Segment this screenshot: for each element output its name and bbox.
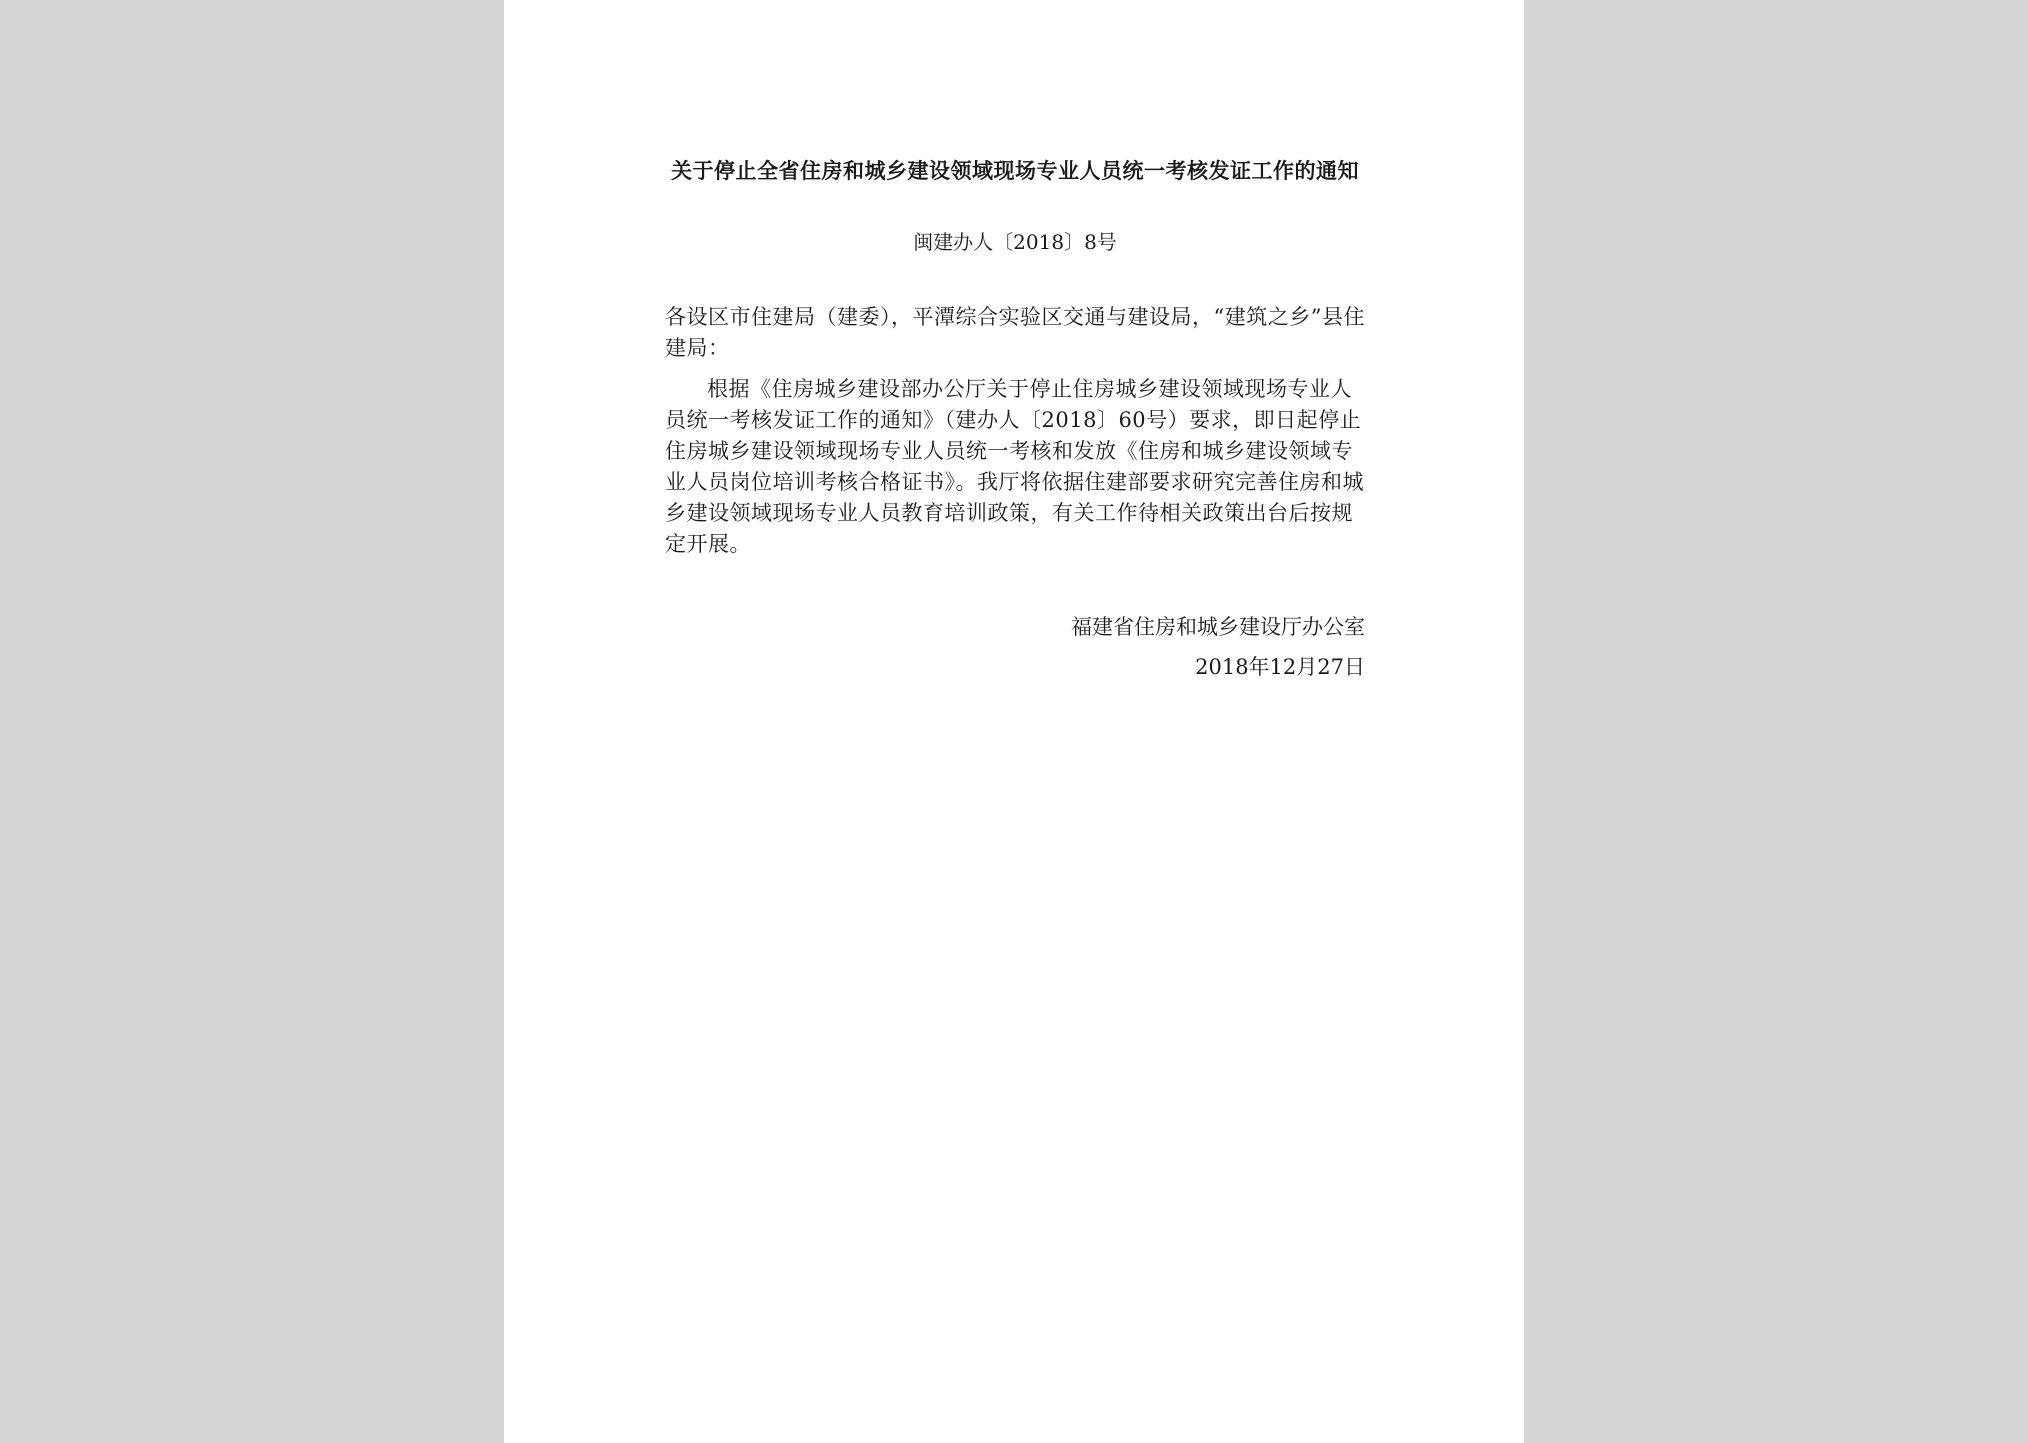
document-page (504, 0, 1524, 1443)
salutation: 各设区市住建局（建委），平潭综合实验区交通与建设局，“建筑之乡”县住建局： (665, 305, 1365, 360)
body-paragraph: 根据《住房城乡建设部办公厅关于停止住房城乡建设领域现场专业人员统一考核发证工作的通知》（建办人〔2018〕60号）要求，即日起停止住房城乡建设领域现场专业人员统一考核和发放《住房和城乡建设领域专业人员岗位培训考核合格证书》。我厅将依据住建部要求研究完善住房和城乡建设领域现场专业人员教育培训政策，有关工作待相关政策出台后按规定开展。 (665, 377, 1364, 556)
document-number: 闽建办人〔2018〕8号 (913, 230, 1117, 254)
issuer-signature: 福建省住房和城乡建设厅办公室 (1071, 615, 1365, 639)
document-content (665, 156, 1365, 683)
issue-date: 2018年12月27日 (1195, 655, 1365, 679)
document-title: 关于停止全省住房和城乡建设领域现场专业人员统一考核发证工作的通知 (671, 159, 1359, 183)
